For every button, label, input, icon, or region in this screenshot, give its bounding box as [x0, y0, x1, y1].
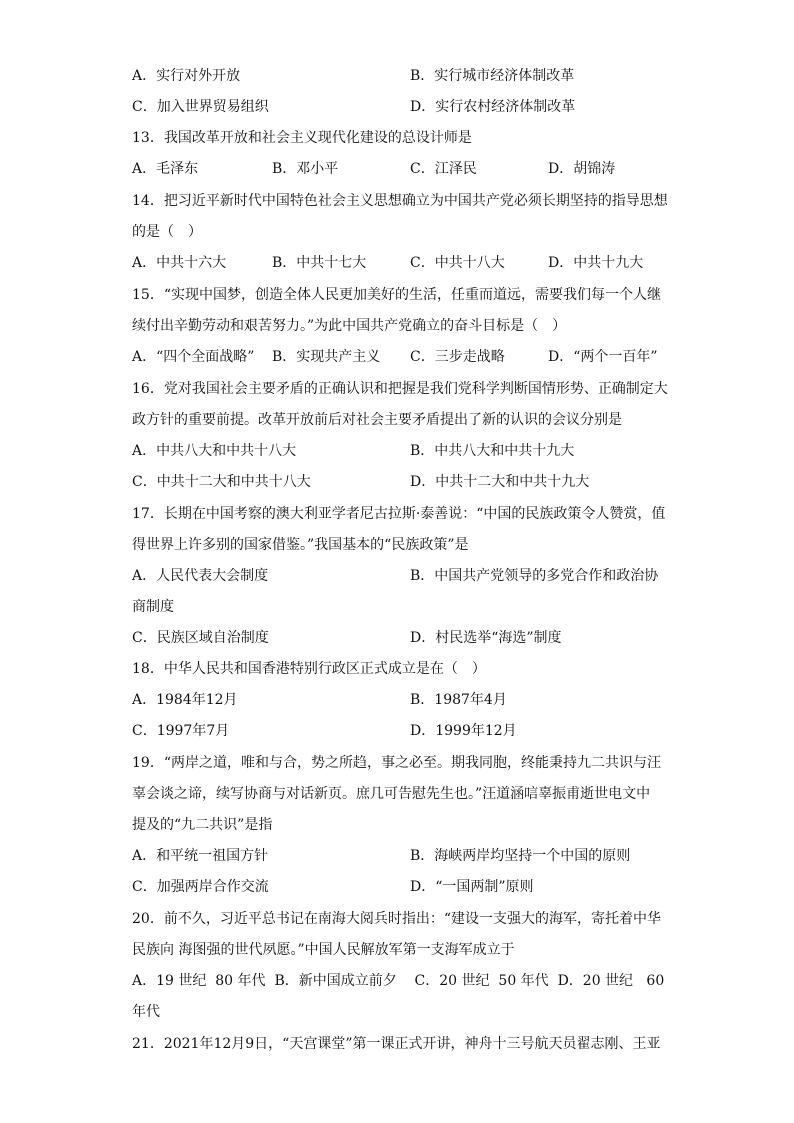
q20-stem-line-1: 20．前不久，习近平总书记在南海大阅兵时指出：“建设一支强大的海军，寄托着中华 [132, 911, 661, 927]
q17-option-b[interactable]: B．中国共产党领导的多党合作和政治协 [410, 568, 659, 584]
q20-options-line[interactable]: A．19 世纪 80 年代 B．新中国成立前夕 C．20 世纪 50 年代 D．20 世纪 60 [132, 973, 665, 989]
q12-option-b[interactable]: B．实行城市经济体制改革 [410, 68, 575, 84]
q13-stem: 13．我国改革开放和社会主义现代化建设的总设计师是 [132, 130, 472, 146]
q14-option-a[interactable]: A．中共十六大 [132, 255, 227, 271]
q19-option-a[interactable]: A．和平统一祖国方针 [132, 848, 269, 864]
q14-option-c[interactable]: C．中共十八大 [410, 255, 505, 271]
q16-option-b[interactable]: B．中共八大和中共十九大 [410, 443, 575, 459]
q13-option-a[interactable]: A．毛泽东 [132, 161, 199, 177]
q12-option-a[interactable]: A．实行对外开放 [132, 68, 241, 84]
q19-stem-line-3: 提及的“九二共识”是指 [132, 817, 273, 833]
q17-option-a[interactable]: A．人民代表大会制度 [132, 568, 269, 584]
q14-option-d[interactable]: D．中共十九大 [548, 255, 644, 271]
q20-stem-line-2: 民族向 海图强的世代夙愿。”中国人民解放军第一支海军成立于 [132, 942, 515, 958]
q18-stem: 18．中华人民共和国香港特别行政区正式成立是在（ ） [132, 661, 486, 677]
q19-stem-line-1: 19．“两岸之道，唯和与合，势之所趋，事之必至。期我同胞，终能秉持九二共识与汪 [132, 755, 661, 771]
q15-option-d[interactable]: D．“两个一百年” [548, 349, 658, 365]
q18-option-c[interactable]: C．1997年7月 [132, 723, 230, 739]
q17-option-c[interactable]: C．民族区域自治制度 [132, 630, 269, 646]
q16-option-a[interactable]: A．中共八大和中共十八大 [132, 443, 297, 459]
q14-stem-line-2: 的是（ ） [132, 224, 202, 240]
q15-option-a[interactable]: A．“四个全面战略” [132, 349, 255, 365]
q19-option-b[interactable]: B．海峡两岸均坚持一个中国的原则 [410, 848, 631, 864]
q19-option-d[interactable]: D．“一国两制”原则 [410, 879, 534, 895]
q16-option-d[interactable]: D．中共十二大和中共十九大 [410, 474, 590, 490]
q12-option-c[interactable]: C．加入世界贸易组织 [132, 99, 269, 115]
q15-option-c[interactable]: C．三步走战略 [410, 349, 505, 365]
q15-option-b[interactable]: B．实现共产主义 [272, 349, 381, 365]
q19-stem-line-2: 辜会谈之谛，续写协商与对话新页。庶几可告慰先生也。”汪道涵唁辜振甫逝世电文中 [132, 786, 651, 802]
q16-option-c[interactable]: C．中共十二大和中共十八大 [132, 474, 311, 490]
q16-stem-line-2: 政方针的重要前提。改革开放前后对社会主要矛盾提出了新的认识的会议分别是 [132, 412, 622, 428]
q17-stem-line-1: 17．长期在中国考察的澳大利亚学者尼古拉斯·泰善说：“中国的民族政策令人赞赏，值 [132, 506, 666, 522]
q19-option-c[interactable]: C．加强两岸合作交流 [132, 879, 269, 895]
q14-option-b[interactable]: B．中共十七大 [272, 255, 367, 271]
q14-stem-line-1: 14．把习近平新时代中国特色社会主义思想确立为中国共产党必须长期坚持的指导思想 [132, 193, 668, 209]
q18-option-b[interactable]: B．1987年4月 [410, 692, 507, 708]
q12-option-d[interactable]: D．实行农村经济体制改革 [410, 99, 576, 115]
q15-stem-line-1: 15．“实现中国梦，创造全体人民更加美好的生活，任重而道远，需要我们每一个人继 [132, 287, 661, 303]
q18-option-d[interactable]: D．1999年12月 [410, 723, 517, 739]
q20-options-tail: 年代 [132, 1004, 160, 1020]
q16-stem-line-1: 16．党对我国社会主要矛盾的正确认识和把握是我们党科学判断国情形势、正确制定大 [132, 381, 668, 397]
q17-option-d[interactable]: D．村民选举“海选”制度 [410, 630, 562, 646]
q13-option-b[interactable]: B．邓小平 [272, 161, 339, 177]
q15-stem-line-2: 续付出辛勤劳动和艰苦努力。”为此中国共产党确立的奋斗目标是（ ） [132, 318, 567, 334]
q21-stem: 21．2021年12月9日，“天宫课堂”第一课正式开讲，神舟十三号航天员翟志刚、王亚 [132, 1036, 661, 1052]
q18-option-a[interactable]: A．1984年12月 [132, 692, 238, 708]
q17-stem-line-2: 得世界上许多别的国家借鉴。”我国基本的“民族政策”是 [132, 537, 469, 553]
q13-option-d[interactable]: D．胡锦涛 [548, 161, 616, 177]
q13-option-c[interactable]: C．江泽民 [410, 161, 477, 177]
q17-option-b-continued: 商制度 [132, 599, 174, 615]
